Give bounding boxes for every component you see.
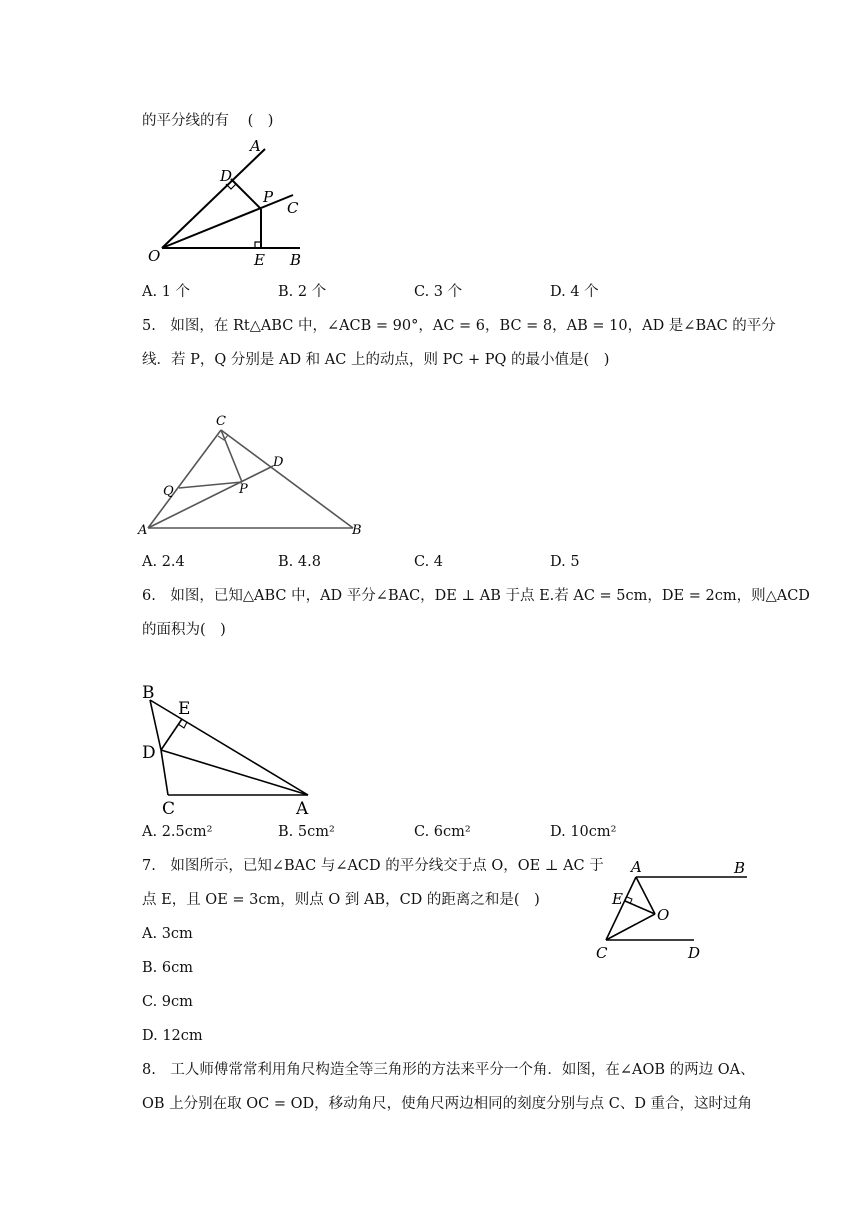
q5-option-c[interactable]: C. 4 (414, 554, 444, 570)
q5-option-d[interactable]: D. 5 (550, 554, 580, 570)
q6-option-d[interactable]: D. 10cm² (550, 824, 617, 840)
q4-label-a: A (250, 137, 261, 155)
q7-stem-line2: 点 E，且 OE = 3cm，则点 O 到 AB，CD 的距离之和是( ) (142, 892, 540, 908)
q5-label-d: D (273, 455, 284, 470)
q4-option-a[interactable]: A. 1 个 (142, 284, 191, 300)
q7-label-b: B (734, 859, 746, 877)
q5-option-b[interactable]: B. 4.8 (278, 554, 321, 570)
q5-figure (138, 410, 368, 540)
q4-stem-tail (142, 111, 273, 131)
q4-label-d: D (220, 167, 233, 185)
q4-label-e: E (254, 251, 265, 269)
q6-stem-line2: 的面积为( ) (142, 622, 226, 638)
q5-label-b: B (352, 523, 362, 538)
q7-label-e: E (612, 890, 623, 908)
q7-figure (592, 856, 762, 966)
q5-stem-line1: 5. 如图，在 Rt△ABC 中，∠ACB = 90°，AC = 6，BC = 8，AB = 10，AD 是∠BAC 的平分 (142, 318, 776, 334)
q7-label-a: A (631, 858, 642, 876)
q7-option-d[interactable]: D. 12cm (142, 1028, 203, 1044)
q7-label-d: D (688, 944, 701, 962)
q6-option-c[interactable]: C. 6cm² (414, 824, 471, 840)
q5-label-a: A (138, 523, 148, 538)
q4-answer-paren: ( ) (247, 113, 274, 129)
q8-stem-line2: OB 上分别在取 OC = OD，移动角尺，使角尺两边相同的刻度分别与点 C、D 重合，这时过角 (142, 1096, 753, 1112)
q4-figure (140, 135, 340, 270)
q5-stem-line2: 线．若 P，Q 分别是 AD 和 AC 上的动点，则 PC + PQ 的最小值是( ) (142, 352, 610, 368)
q6-option-b[interactable]: B. 5cm² (278, 824, 335, 840)
q8-stem-line1: 8. 工人师傅常常利用角尺构造全等三角形的方法来平分一个角．如图，在∠AOB 的两边 OA、 (142, 1062, 755, 1078)
q4-option-d[interactable]: D. 4 个 (550, 284, 599, 300)
q4-option-c[interactable]: C. 3 个 (414, 284, 463, 300)
q7-label-o: O (657, 906, 670, 924)
q7-option-b[interactable]: B. 6cm (142, 960, 193, 976)
q4-label-b: B (290, 251, 302, 269)
q6-label-e: E (178, 699, 191, 719)
q4-stem-text: 的平分线的有 (142, 113, 229, 129)
q4-label-c: C (287, 199, 299, 217)
q5-label-c: C (216, 414, 226, 429)
q6-label-d: D (142, 743, 156, 763)
q6-label-b: B (142, 683, 155, 703)
q5-label-p: P (239, 482, 248, 497)
q4-label-o: O (148, 247, 161, 265)
q6-figure (138, 678, 338, 818)
q6-stem-line1: 6. 如图，已知△ABC 中，AD 平分∠BAC，DE ⊥ AB 于点 E.若 AC = 5cm，DE = 2cm，则△ACD (142, 588, 810, 604)
q4-option-b[interactable]: B. 2 个 (278, 284, 327, 300)
q4-label-p: P (263, 188, 274, 206)
q6-label-a: A (296, 799, 309, 819)
q7-label-c: C (596, 944, 608, 962)
q7-option-c[interactable]: C. 9cm (142, 994, 193, 1010)
q7-stem-line1: 7. 如图所示，已知∠BAC 与∠ACD 的平分线交于点 O，OE ⊥ AC 于 (142, 858, 604, 874)
q7-option-a[interactable]: A. 3cm (142, 926, 193, 942)
q5-option-a[interactable]: A. 2.4 (142, 554, 185, 570)
q6-option-a[interactable]: A. 2.5cm² (142, 824, 213, 840)
q5-label-q: Q (163, 484, 174, 499)
q6-label-c: C (162, 799, 176, 819)
